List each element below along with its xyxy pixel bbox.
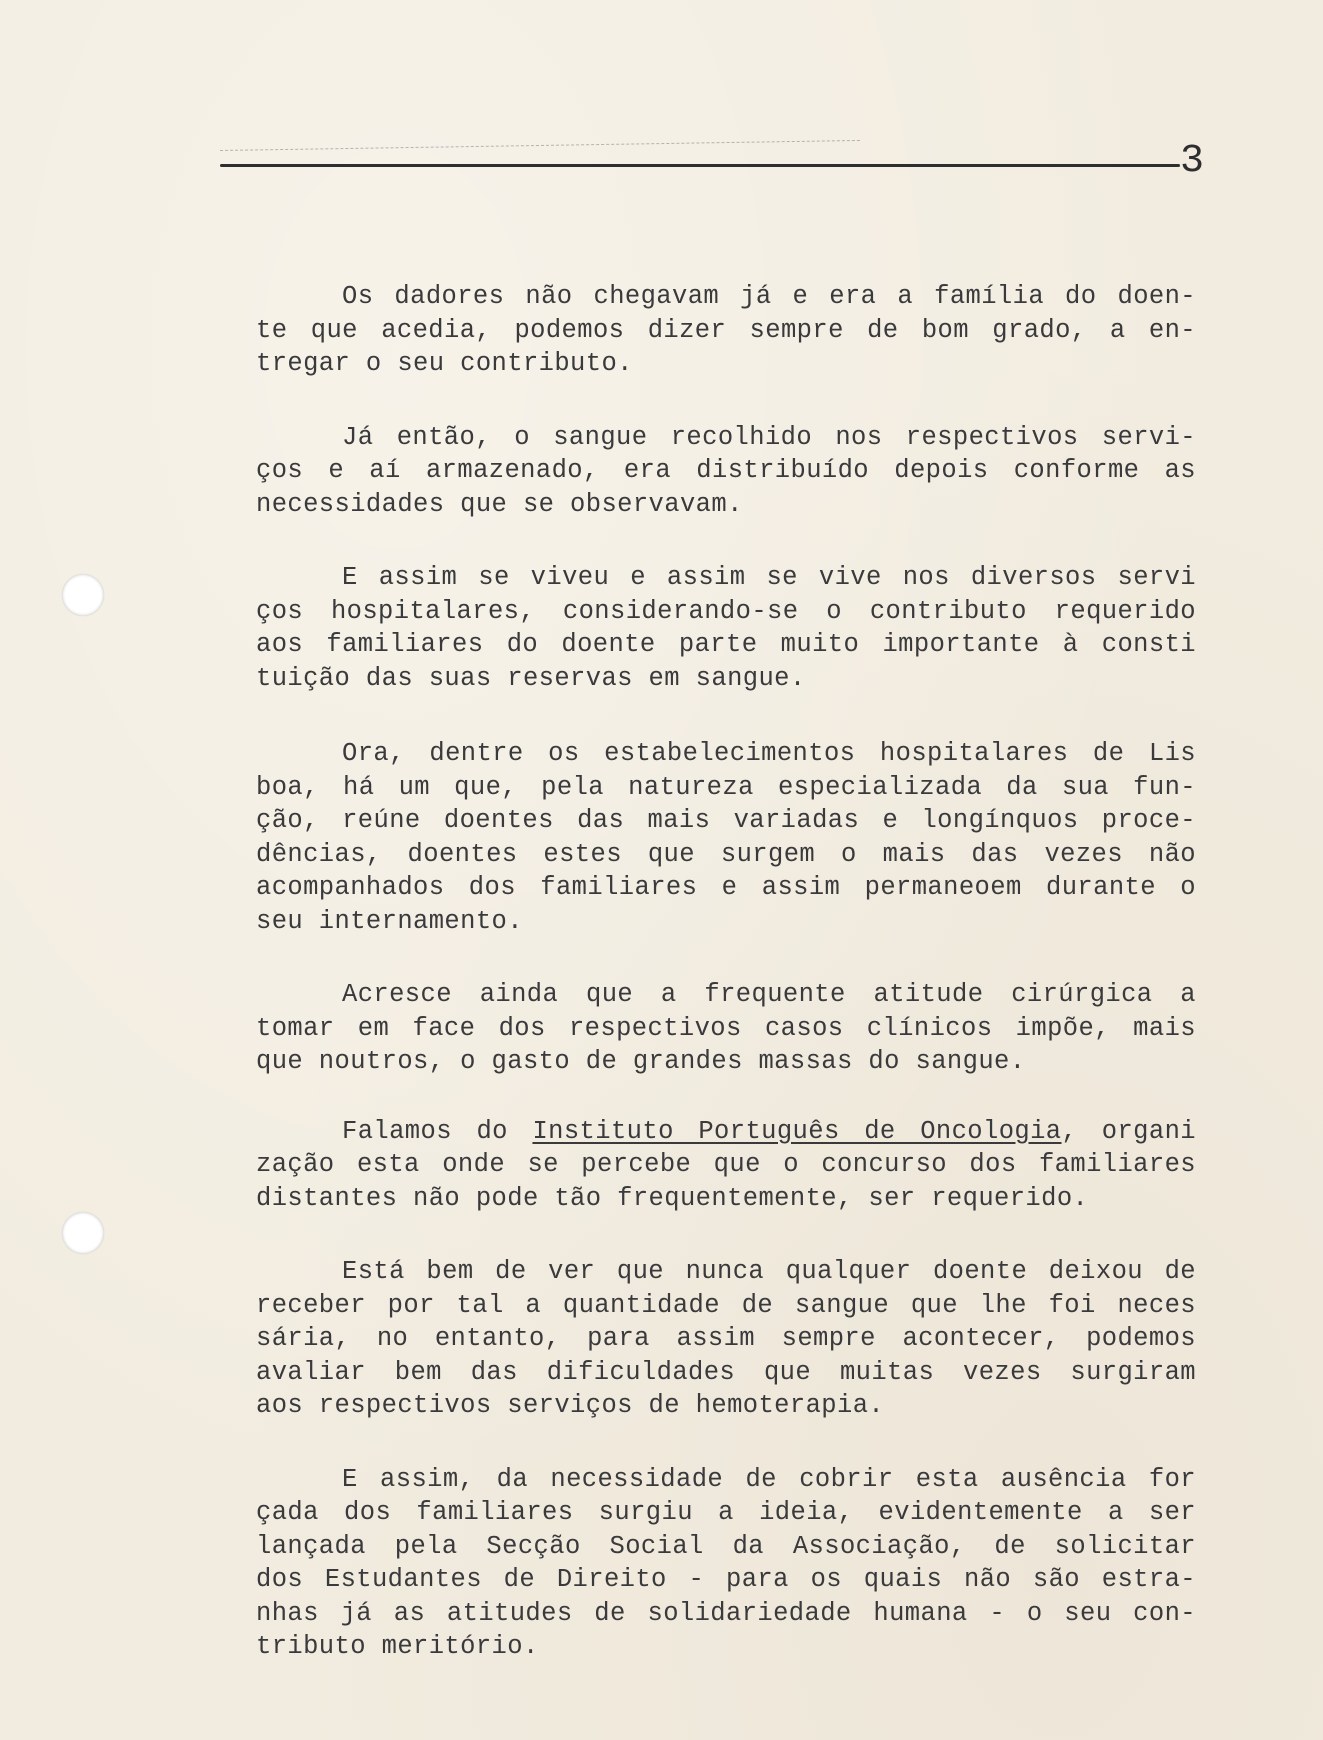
text-line: Já então, o sangue recolhido nos respectivos servi- bbox=[342, 422, 1196, 452]
paragraph-1 bbox=[256, 280, 1196, 381]
faint-header-rule bbox=[220, 140, 860, 151]
text-line: Ora, dentre os estabelecimentos hospitalares de Lis bbox=[342, 739, 1196, 768]
paragraph-5 bbox=[256, 978, 1196, 1079]
institution-name-underlined: Instituto Português de Oncologia bbox=[532, 1116, 1062, 1146]
text-line: lançada pela Secção Social da Associação, de solicitar bbox=[256, 1531, 1196, 1561]
page-number: 3 bbox=[1180, 139, 1205, 184]
text-line: dos Estudantes de Direito - para os quais não são estra- bbox=[256, 1565, 1196, 1594]
paragraph-4 bbox=[256, 737, 1196, 938]
text-line: tomar em face dos respectivos casos clínicos impõe, mais bbox=[256, 1013, 1196, 1043]
text-line: aos respectivos serviços de hemoterapia. bbox=[256, 1391, 885, 1420]
document-body bbox=[256, 280, 1196, 1702]
text-line: distantes não pode tão frequentemente, ser requerido. bbox=[256, 1183, 1089, 1213]
text-line: tributo meritório. bbox=[256, 1632, 539, 1661]
text-line: çada dos familiares surgiu a ideia, evidentemente a ser bbox=[256, 1498, 1196, 1527]
paragraph-7 bbox=[256, 1255, 1196, 1423]
text-line: que noutros, o gasto de grandes massas do sangue. bbox=[256, 1047, 1026, 1076]
text-line: nhas já as atitudes de solidariedade humana - o seu con- bbox=[256, 1598, 1196, 1628]
header-rule bbox=[220, 164, 1180, 167]
paragraph-8 bbox=[256, 1463, 1196, 1664]
punch-hole-bottom bbox=[62, 1212, 104, 1254]
text-line: avaliar bem das dificuldades que muitas vezes surgiram bbox=[256, 1357, 1196, 1387]
paragraph-2 bbox=[256, 421, 1196, 522]
text-line: zação esta onde se percebe que o concurso dos familiares bbox=[256, 1150, 1196, 1179]
punch-hole-top bbox=[62, 574, 104, 616]
text-line: aos familiares do doente parte muito importante à consti bbox=[256, 630, 1196, 659]
text-line: E assim se viveu e assim se vive nos diversos servi bbox=[342, 563, 1196, 592]
text-line: Os dadores não chegavam já e era a família do doen- bbox=[342, 282, 1196, 311]
text-line: te que acedia, podemos dizer sempre de bom grado, a en- bbox=[256, 315, 1196, 345]
text-line: Está bem de ver que nunca qualquer doente deixou de bbox=[342, 1257, 1196, 1286]
text-line: sária, no entanto, para assim sempre acontecer, podemos bbox=[256, 1324, 1196, 1353]
text-line: dências, doentes estes que surgem o mais das vezes não bbox=[256, 839, 1196, 869]
text-line: necessidades que se observavam. bbox=[256, 489, 743, 519]
text-line: tuição das suas reservas em sangue. bbox=[256, 663, 806, 693]
text-line: E assim, da necessidade de cobrir esta ausência for bbox=[342, 1464, 1196, 1494]
text-line: boa, há um que, pela natureza especializada da sua fun- bbox=[256, 772, 1196, 802]
text-line-with-underline: Falamos do Instituto Português de Oncologia, organi bbox=[342, 1116, 1196, 1146]
text-line: tregar o seu contributo. bbox=[256, 349, 633, 378]
paragraph-3 bbox=[256, 561, 1196, 695]
text-line: ços hospitalares, considerando-se o contributo requerido bbox=[256, 596, 1196, 626]
text-line: seu internamento. bbox=[256, 906, 523, 936]
text-line: acompanhados dos familiares e assim permaneoem durante o bbox=[256, 873, 1196, 902]
paragraph-6 bbox=[256, 1115, 1196, 1216]
text-line: receber por tal a quantidade de sangue que lhe foi neces bbox=[256, 1290, 1196, 1320]
text-line: ços e aí armazenado, era distribuído depois conforme as bbox=[256, 456, 1196, 485]
text-line: Acresce ainda que a frequente atitude cirúrgica a bbox=[342, 980, 1196, 1009]
text-line: ção, reúne doentes das mais variadas e longínquos proce- bbox=[256, 806, 1196, 835]
